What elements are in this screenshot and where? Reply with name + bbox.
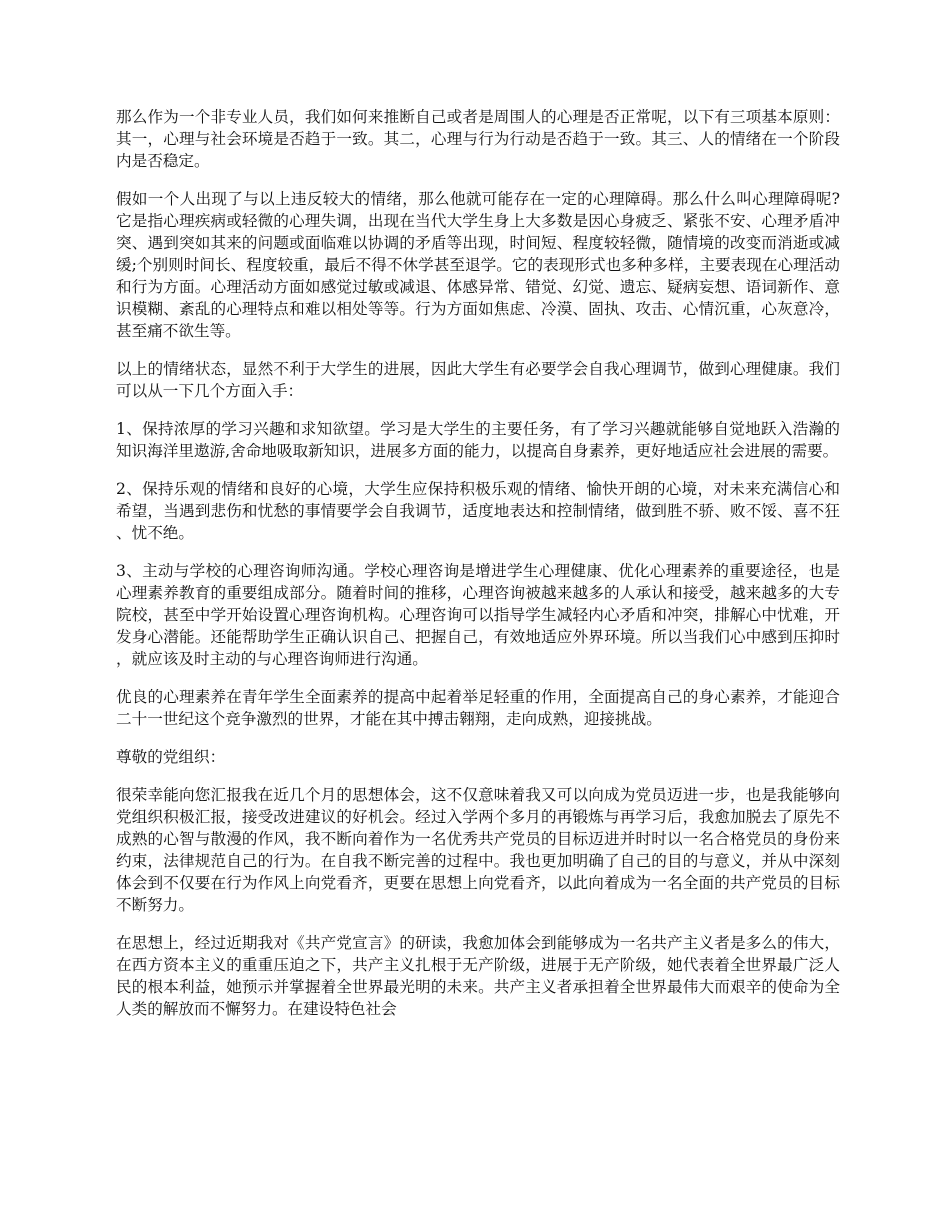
paragraph-2: 假如一个人出现了与以上违反较大的情绪，那么他就可能存在一定的心理障碍。那么什么叫心理障碍呢?它是指心理疾病或轻微的心理失调，出现在当代大学生身上大多数是因心身疲乏、紧张不安、心理矛盾冲突、遇到突如其来的问题或面临难以协调的矛盾等出现，时间短、程度较轻微，随情境的改变而消逝或减缓;个别则时间长、程度较重，最后不得不休学甚至退学。它的表现形式也多种多样，主要表现在心理活动和行为方面。心理活动方面如感觉过敏或减退、体感异常、错觉、幻觉、遗忘、疑病妄想、语词新作、意识模糊、紊乱的心理特点和难以相处等等。行为方面如焦虑、冷漠、固执、攻击、心情沉重，心灰意冷，甚至痛不欲生等。 bbox=[116, 190, 840, 340]
paragraph-3: 以上的情绪状态，显然不利于大学生的进展，因此大学生有必要学会自我心理调节，做到心理健康。我们可以从一下几个方面入手： bbox=[116, 360, 840, 400]
paragraph-4: 1、保持浓厚的学习兴趣和求知欲望。学习是大学生的主要任务，有了学习兴趣就能够自觉地跃入浩瀚的知识海洋里遨游,舍命地吸取新知识，进展多方面的能力，以提高自身素养，更好地适应社会进展的需要。 bbox=[116, 420, 840, 460]
paragraph-10: 在思想上，经过近期我对《共产党宣言》的研读，我愈加体会到能够成为一名共产主义者是多么的伟大，在西方资本主义的重重压迫之下，共产主义扎根于无产阶级，进展于无产阶级，她代表着全世界最广泛人民的根本利益，她预示并掌握着全世界最光明的未来。共产主义者承担着全世界最伟大而艰辛的使命为全人类的解放而不懈努力。在建设特色社会 bbox=[116, 934, 840, 1018]
paragraph-1: 那么作为一个非专业人员，我们如何来推断自己或者是周围人的心理是否正常呢，以下有三项基本原则：其一，心理与社会环境是否趋于一致。其二，心理与行为行动是否趋于一致。其三、人的情绪在一个阶段内是否稳定。 bbox=[116, 108, 840, 170]
paragraph-7: 优良的心理素养在青年学生全面素养的提高中起着举足轻重的作用，全面提高自己的身心素养，才能迎合二十一世纪这个竞争激烈的世界，才能在其中搏击翱翔，走向成熟，迎接挑战。 bbox=[116, 688, 840, 728]
paragraph-5: 2、保持乐观的情绪和良好的心境，大学生应保持积极乐观的情绪、愉快开朗的心境，对未来充满信心和希望，当遇到悲伤和忧愁的事情要学会自我调节，适度地表达和控制情绪，做到胜不骄、败不馁、喜不狂、忧不绝。 bbox=[116, 480, 840, 542]
paragraph-6: 3、主动与学校的心理咨询师沟通。学校心理咨询是增进学生心理健康、优化心理素养的重要途径，也是心理素养教育的重要组成部分。随着时间的推移，心理咨询被越来越多的人承认和接受，越来越多的大专院校，甚至中学开始设置心理咨询机构。心理咨询可以指导学生减轻内心矛盾和冲突，排解心中忧难，开发身心潜能。还能帮助学生正确认识自己、把握自己，有效地适应外界环境。所以当我们心中感到压抑时，就应该及时主动的与心理咨询师进行沟通。 bbox=[116, 562, 840, 668]
paragraph-9: 很荣幸能向您汇报我在近几个月的思想体会，这不仅意味着我又可以向成为党员迈进一步，也是我能够向党组织积极汇报，接受改进建议的好机会。经过入学两个多月的再锻炼与再学习后，我愈加脱去了原先不成熟的心智与散漫的作风，我不断向着作为一名优秀共产党员的目标迈进并时时以一名合格党员的身份来约束，法律规范自己的行为。在自我不断完善的过程中。我也更加明确了自己的目的与意义，并从中深刻体会到不仅要在行为作风上向党看齐，更要在思想上向党看齐，以此向着成为一名全面的共产党员的目标不断努力。 bbox=[116, 786, 840, 914]
salutation: 尊敬的党组织： bbox=[116, 748, 226, 766]
document-body bbox=[116, 106, 840, 1036]
